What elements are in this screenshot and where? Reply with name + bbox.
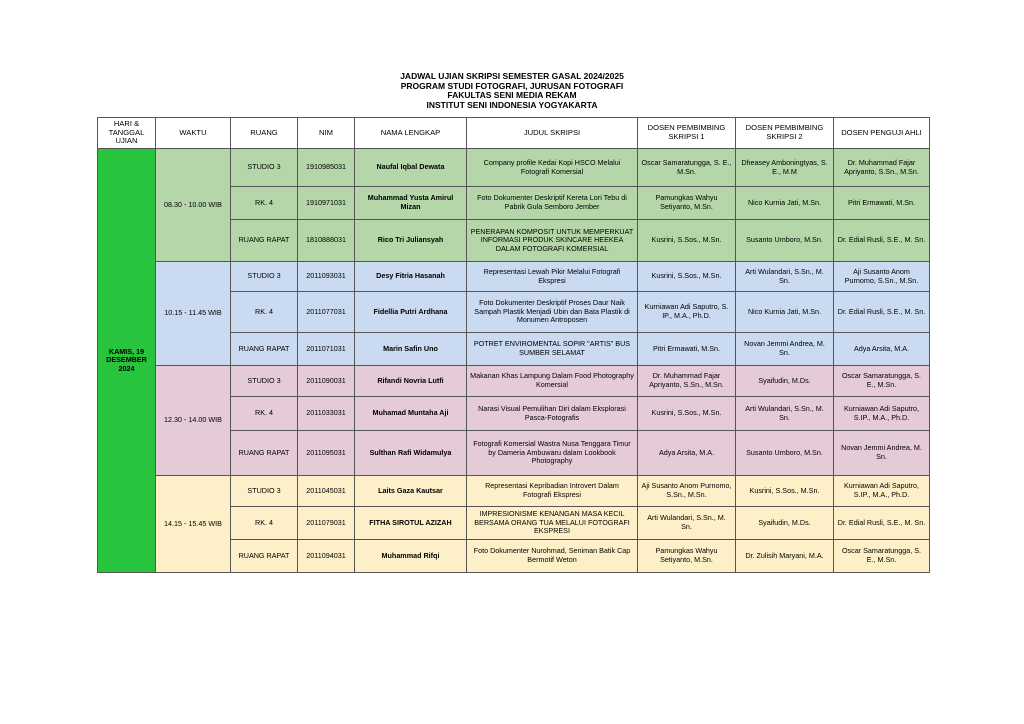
judul-cell: Makanan Khas Lampung Dalam Food Photography Komersial	[467, 366, 638, 397]
header-row	[98, 118, 930, 149]
penguji-cell: Oscar Samaratungga, S. E., M.Sn.	[834, 540, 930, 573]
header-waktu: WAKTU	[156, 118, 231, 149]
penguji-cell: Aji Susanto Anom Purnomo, S.Sn., M.Sn.	[834, 262, 930, 292]
penguji-cell: Oscar Samaratungga, S. E., M.Sn.	[834, 366, 930, 397]
pembimbing-1-cell: Aji Susanto Anom Purnomo, S.Sn., M.Sn.	[638, 476, 736, 507]
nim-cell: 2011045031	[298, 476, 355, 507]
title-line: PROGRAM STUDI FOTOGRAFI, JURUSAN FOTOGRAFI	[400, 80, 624, 91]
ruang-cell: RK. 4	[231, 397, 298, 431]
pembimbing-1-cell: Dr. Muhammad Fajar Apriyanto, S.Sn., M.Sn.	[638, 366, 736, 397]
penguji-cell: Pitri Ermawati, M.Sn.	[834, 187, 930, 220]
nama-cell: Laits Gaza Kautsar	[355, 476, 467, 507]
nim-cell: 1910971031	[298, 187, 355, 220]
table-row	[98, 149, 930, 187]
judul-cell: POTRET ENVIROMENTAL SOPIR "ARTIS" BUS SUMBER SELAMAT	[467, 333, 638, 366]
document-title	[0, 72, 1024, 110]
pembimbing-1-cell: Kusrini, S.Sos., M.Sn.	[638, 397, 736, 431]
nama-cell: Desy Fitria Hasanah	[355, 262, 467, 292]
judul-cell: Representasi Lewah Pikir Melalui Fotografi Ekspresi	[467, 262, 638, 292]
judul-cell: Narasi Visual Pemulihan Diri dalam Eksplorasi Pasca-Fotografis	[467, 397, 638, 431]
nim-cell: 2011079031	[298, 507, 355, 540]
nim-cell: 1810888031	[298, 220, 355, 262]
judul-cell: Company profile Kedai Kopi HSCO Melalui Fotografi Komersial	[467, 149, 638, 187]
title-line: FAKULTAS SENI MEDIA REKAM	[447, 90, 577, 101]
pembimbing-1-cell: Kusrini, S.Sos., M.Sn.	[638, 220, 736, 262]
nama-cell: Muhammad Rifqi	[355, 540, 467, 573]
pembimbing-1-cell: Arti Wulandari, S.Sn., M. Sn.	[638, 507, 736, 540]
pembimbing-2-cell: Dheasey Amboningtyas, S. E., M.M	[736, 149, 834, 187]
penguji-cell: Adya Arsita, M.A.	[834, 333, 930, 366]
penguji-cell: Kurniawan Adi Saputro, S.IP., M.A., Ph.D.	[834, 476, 930, 507]
header-pembimbing-1: DOSEN PEMBIMBING SKRIPSI 1	[638, 118, 736, 149]
nim-cell: 2011033031	[298, 397, 355, 431]
header-ruang: RUANG	[231, 118, 298, 149]
header-penguji: DOSEN PENGUJI AHLI	[834, 118, 930, 149]
ruang-cell: RK. 4	[231, 292, 298, 333]
ruang-cell: STUDIO 3	[231, 366, 298, 397]
judul-cell: Foto Dokumenter Deskriptif Kereta Lori Tebu di Pabrik Gula Semboro Jember	[467, 187, 638, 220]
pembimbing-2-cell: Syaifudin, M.Ds.	[736, 507, 834, 540]
ruang-cell: RUANG RAPAT	[231, 540, 298, 573]
pembimbing-2-cell: Susanto Umboro, M.Sn.	[736, 431, 834, 476]
judul-cell: IMPRESIONISME KENANGAN MASA KECIL BERSAMA ORANG TUA MELALUI FOTOGRAFI EKSPRESI	[467, 507, 638, 540]
pembimbing-2-cell: Syaifudin, M.Ds.	[736, 366, 834, 397]
judul-cell: PENERAPAN KOMPOSIT UNTUK MEMPERKUAT INFORMASI PRODUK SKINCARE HEEKEA DALAM FOTOGRAFI KOMERSIAL	[467, 220, 638, 262]
nama-cell: Rifandi Novria Lutfi	[355, 366, 467, 397]
nim-cell: 2011094031	[298, 540, 355, 573]
nim-cell: 2011090031	[298, 366, 355, 397]
ruang-cell: RK. 4	[231, 187, 298, 220]
pembimbing-1-cell: Pamungkas Wahyu Setiyanto, M.Sn.	[638, 187, 736, 220]
pembimbing-2-cell: Dr. Zulisih Maryani, M.A.	[736, 540, 834, 573]
ruang-cell: RUANG RAPAT	[231, 333, 298, 366]
pembimbing-1-cell: Kurniawan Adi Saputro, S. IP., M.A., Ph.D.	[638, 292, 736, 333]
nama-cell: Muhammad Yusta Amirul Mizan	[355, 187, 467, 220]
ruang-cell: RUANG RAPAT	[231, 431, 298, 476]
penguji-cell: Dr. Muhammad Fajar Apriyanto, S.Sn., M.Sn.	[834, 149, 930, 187]
pembimbing-1-cell: Oscar Samaratungga, S. E., M.Sn.	[638, 149, 736, 187]
pembimbing-1-cell: Pamungkas Wahyu Setiyanto, M.Sn.	[638, 540, 736, 573]
schedule-table	[97, 117, 930, 573]
pembimbing-2-cell: Kusrini, S.Sos., M.Sn.	[736, 476, 834, 507]
ruang-cell: RUANG RAPAT	[231, 220, 298, 262]
ruang-cell: RK. 4	[231, 507, 298, 540]
nim-cell: 2011095031	[298, 431, 355, 476]
title-line: JADWAL UJIAN SKRIPSI SEMESTER GASAL 2024/2025	[400, 71, 624, 81]
header-pembimbing-2: DOSEN PEMBIMBING SKRIPSI 2	[736, 118, 834, 149]
header-nama: NAMA LENGKAP	[355, 118, 467, 149]
penguji-cell: Dr. Edial Rusli, S.E., M. Sn.	[834, 292, 930, 333]
judul-cell: Foto Dokumenter Nurohmad, Seniman Batik Cap Bermotif Weton	[467, 540, 638, 573]
nim-cell: 2011077031	[298, 292, 355, 333]
pembimbing-2-cell: Novan Jemmi Andrea, M. Sn.	[736, 333, 834, 366]
pembimbing-1-cell: Adya Arsita, M.A.	[638, 431, 736, 476]
judul-cell: Representasi Kepribadian Introvert Dalam Fotografi Ekspresi	[467, 476, 638, 507]
header-nim: NIM	[298, 118, 355, 149]
pembimbing-1-cell: Kusrini, S.Sos., M.Sn.	[638, 262, 736, 292]
nim-cell: 2011093031	[298, 262, 355, 292]
pembimbing-2-cell: Nico Kurnia Jati, M.Sn.	[736, 187, 834, 220]
table-row	[98, 262, 930, 292]
table-row	[98, 366, 930, 397]
nama-cell: Fidellia Putri Ardhana	[355, 292, 467, 333]
penguji-cell: Dr. Edial Rusli, S.E., M. Sn.	[834, 507, 930, 540]
nama-cell: Sulthan Rafi Widamulya	[355, 431, 467, 476]
nim-cell: 2011071031	[298, 333, 355, 366]
pembimbing-2-cell: Susanto Umboro, M.Sn.	[736, 220, 834, 262]
table-row	[98, 476, 930, 507]
pembimbing-2-cell: Arti Wulandari, S.Sn., M. Sn.	[736, 262, 834, 292]
nama-cell: Naufal Iqbal Dewata	[355, 149, 467, 187]
time-slot: 08.30 - 10.00 WIB	[156, 149, 231, 262]
pembimbing-1-cell: Pitri Ermawati, M.Sn.	[638, 333, 736, 366]
time-slot: 10.15 - 11.45 WIB	[156, 262, 231, 366]
penguji-cell: Dr. Edial Rusli, S.E., M. Sn.	[834, 220, 930, 262]
title-line: INSTITUT SENI INDONESIA YOGYAKARTA	[426, 99, 598, 110]
header-hari: HARI & TANGGAL UJIAN	[98, 118, 156, 149]
penguji-cell: Kurniawan Adi Saputro, S.IP., M.A., Ph.D.	[834, 397, 930, 431]
pembimbing-2-cell: Arti Wulandari, S.Sn., M. Sn.	[736, 397, 834, 431]
nama-cell: Muhamad Muntaha Aji	[355, 397, 467, 431]
nim-cell: 1910985031	[298, 149, 355, 187]
day-cell: KAMIS, 19 DESEMBER 2024	[98, 149, 156, 573]
nama-cell: Marin Safin Uno	[355, 333, 467, 366]
penguji-cell: Novan Jemmi Andrea, M. Sn.	[834, 431, 930, 476]
pembimbing-2-cell: Nico Kurnia Jati, M.Sn.	[736, 292, 834, 333]
judul-cell: Foto Dokumenter Deskriptif Proses Daur Naik Sampah Plastik Menjadi Ubin dan Bata Plastik di Monumen Antroposen	[467, 292, 638, 333]
time-slot: 14.15 - 15.45 WIB	[156, 476, 231, 573]
nama-cell: Rico Tri Juliansyah	[355, 220, 467, 262]
ruang-cell: STUDIO 3	[231, 149, 298, 187]
nama-cell: FITHA SIROTUL AZIZAH	[355, 507, 467, 540]
ruang-cell: STUDIO 3	[231, 476, 298, 507]
ruang-cell: STUDIO 3	[231, 262, 298, 292]
time-slot: 12.30 - 14.00 WIB	[156, 366, 231, 476]
header-judul: JUDUL SKRIPSI	[467, 118, 638, 149]
judul-cell: Fotografi Komersial Wastra Nusa Tenggara Timur by Dameria Ambuwaru dalam Lookbook Photography	[467, 431, 638, 476]
